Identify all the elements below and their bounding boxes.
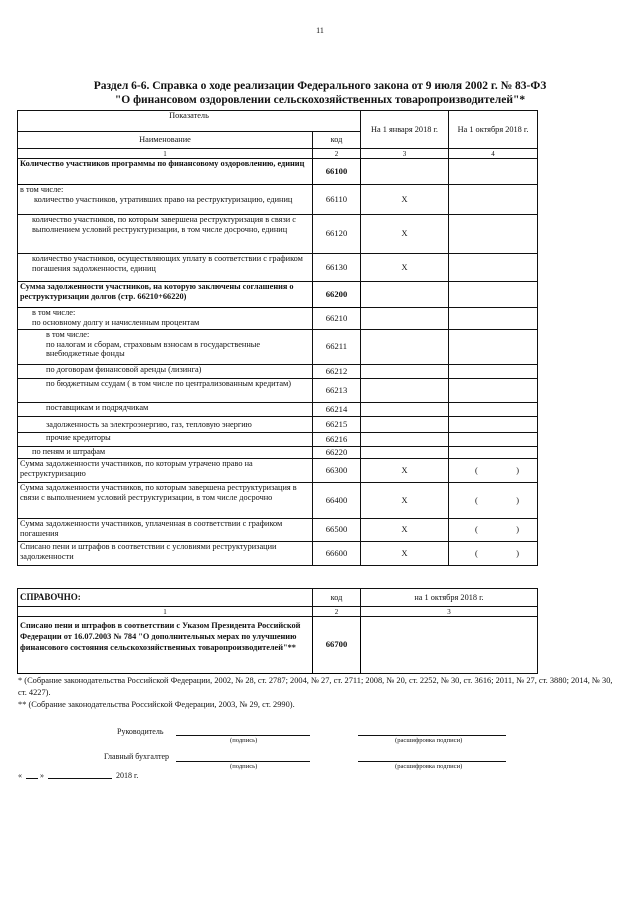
row-66200-code: 66200 bbox=[313, 282, 361, 308]
row-66100-jan[interactable] bbox=[361, 159, 449, 185]
row-66500-code: 66500 bbox=[313, 519, 361, 542]
row-66300-name: Сумма задолженности участников, по которым утрачено право на реструктуризацию bbox=[18, 459, 313, 483]
row-66600-jan: Х bbox=[361, 542, 449, 566]
row-66300-close: ) bbox=[516, 465, 519, 475]
row-66400-code: 66400 bbox=[313, 483, 361, 519]
row-66220-oct[interactable] bbox=[449, 447, 538, 459]
row-66500-name: Сумма задолженности участников, уплаченная в соответствии с графиком погашения bbox=[18, 519, 313, 542]
row-66110-label: количество участников, утративших право на реструктуризацию, единиц bbox=[34, 194, 293, 204]
row-66210-oct[interactable] bbox=[449, 308, 538, 330]
date-month-line[interactable] bbox=[48, 778, 112, 779]
row-66130-jan: Х bbox=[361, 254, 449, 282]
row-66211-label: по налогам и сборам, страховым взносам в государственные внебюджетные фонды bbox=[46, 339, 261, 359]
head-name-line[interactable] bbox=[358, 735, 506, 736]
row-66600-close: ) bbox=[516, 548, 519, 558]
row-66600-oct[interactable] bbox=[449, 542, 538, 566]
row-66400-open: ( bbox=[475, 495, 478, 505]
row-66210-jan[interactable] bbox=[361, 308, 449, 330]
reference-col: на 1 октября 2018 г. bbox=[361, 589, 538, 607]
row-66200-jan[interactable] bbox=[361, 282, 449, 308]
row-66500-jan: Х bbox=[361, 519, 449, 542]
row-66211-code: 66211 bbox=[313, 330, 361, 365]
page-number: 11 bbox=[316, 26, 324, 35]
reference-kod: код bbox=[313, 589, 361, 607]
row-66130-oct[interactable] bbox=[449, 254, 538, 282]
row-66211-name bbox=[18, 330, 313, 365]
row-66110-jan: Х bbox=[361, 185, 449, 215]
row-66500-oct[interactable] bbox=[449, 519, 538, 542]
header-col-jan: На 1 января 2018 г. bbox=[361, 111, 449, 149]
title-line-1: Раздел 6-6. Справка о ходе реализации Федерального закона от 9 июля 2002 г. № 83-ФЗ bbox=[93, 80, 547, 92]
head-signature-line[interactable] bbox=[176, 735, 310, 736]
header-naimenovanie: Наименование bbox=[18, 132, 313, 149]
row-66300-jan: Х bbox=[361, 459, 449, 483]
reference-colnum-2: 2 bbox=[313, 607, 361, 617]
row-66300-code: 66300 bbox=[313, 459, 361, 483]
row-66215-jan[interactable] bbox=[361, 417, 449, 433]
reference-colnum-1: 1 bbox=[18, 607, 313, 617]
head-name-caption: (расшифровка подписи) bbox=[395, 737, 463, 744]
row-66211-oct[interactable] bbox=[449, 330, 538, 365]
row-66212-code: 66212 bbox=[313, 365, 361, 379]
row-66210-prefix: в том числе: bbox=[32, 308, 76, 317]
row-66213-jan[interactable] bbox=[361, 379, 449, 403]
reference-row-value[interactable] bbox=[361, 617, 538, 674]
colnum-2: 2 bbox=[313, 149, 361, 159]
footnote-2: ** (Собрание законодательства Российской Федерации, 2003, № 29, ст. 2990). bbox=[18, 700, 295, 709]
row-66100-name: Количество участников программы по финансовому оздоровлению, единиц bbox=[18, 159, 313, 185]
row-66500-open: ( bbox=[475, 525, 478, 535]
row-66213-oct[interactable] bbox=[449, 379, 538, 403]
header-kod: код bbox=[313, 132, 361, 149]
row-66220-name: по пеням и штрафам bbox=[18, 447, 313, 459]
reference-colnum-3: 3 bbox=[361, 607, 538, 617]
row-66500-close: ) bbox=[516, 525, 519, 535]
date-day-line[interactable] bbox=[26, 778, 38, 779]
row-66210-label: по основному долгу и начисленным процентам bbox=[32, 317, 200, 327]
row-66120-name: количество участников, по которым завершена реструктуризация в связи с выполнением условий реструктуризации, в том числе досрочно, единиц bbox=[18, 215, 313, 254]
row-66100-code: 66100 bbox=[313, 159, 361, 185]
row-66100-oct[interactable] bbox=[449, 159, 538, 185]
row-66212-name: по договорам финансовой аренды (лизинга) bbox=[18, 365, 313, 379]
row-66214-code: 66214 bbox=[313, 403, 361, 417]
row-66215-code: 66215 bbox=[313, 417, 361, 433]
row-66215-name: задолженность за электроэнергию, газ, тепловую энергию bbox=[18, 417, 313, 433]
reference-title: СПРАВОЧНО: bbox=[18, 589, 313, 607]
row-66110-name bbox=[18, 185, 313, 215]
row-66130-code: 66130 bbox=[313, 254, 361, 282]
row-66110-code: 66110 bbox=[313, 185, 361, 215]
row-66216-jan[interactable] bbox=[361, 433, 449, 447]
accountant-name-caption: (расшифровка подписи) bbox=[395, 763, 463, 770]
main-table bbox=[17, 110, 538, 566]
row-66600-name: Списано пени и штрафов в соответствии с условиями реструктуризации задолженности bbox=[18, 542, 313, 566]
reference-row-name: Списано пени и штрафов в соответствии с Указом Президента Российской Федерации от 16.07.2003 № 784 "О дополнительных мерах по улучшению финансового состояния сельскохозяйственных товаропроизводителей"** bbox=[18, 617, 313, 674]
row-66110-oct[interactable] bbox=[449, 185, 538, 215]
colnum-4: 4 bbox=[449, 149, 538, 159]
row-66300-oct[interactable] bbox=[449, 459, 538, 483]
row-66211-prefix: в том числе: bbox=[46, 330, 90, 339]
row-66120-jan: Х bbox=[361, 215, 449, 254]
row-66300-open: ( bbox=[475, 465, 478, 475]
date-year: 2018 г. bbox=[116, 771, 139, 780]
row-66215-oct[interactable] bbox=[449, 417, 538, 433]
row-66400-oct[interactable] bbox=[449, 483, 538, 519]
row-66214-oct[interactable] bbox=[449, 403, 538, 417]
colnum-1: 1 bbox=[18, 149, 313, 159]
date-open-quote: « bbox=[18, 771, 22, 780]
accountant-name-line[interactable] bbox=[358, 761, 506, 762]
row-66214-jan[interactable] bbox=[361, 403, 449, 417]
row-66220-jan[interactable] bbox=[361, 447, 449, 459]
row-66210-name bbox=[18, 308, 313, 330]
row-66130-name: количество участников, осуществляющих уплату в соответствии с графиком погашения задолженности, единиц bbox=[18, 254, 313, 282]
row-66213-name: по бюджетным ссудам ( в том числе по централизованным кредитам) bbox=[18, 379, 313, 403]
row-66120-oct[interactable] bbox=[449, 215, 538, 254]
section-title bbox=[0, 79, 640, 107]
colnum-3: 3 bbox=[361, 149, 449, 159]
accountant-signature-caption: (подпись) bbox=[230, 763, 258, 770]
row-66216-code: 66216 bbox=[313, 433, 361, 447]
row-66216-name: прочие кредиторы bbox=[18, 433, 313, 447]
row-66214-name: поставщикам и подрядчикам bbox=[18, 403, 313, 417]
footnote-1: * (Собрание законодательства Российской Федерации, 2002, № 28, ст. 2787; 2004, № 27, ст. 2711; 2008, № 20, ст. 2252, № 30, ст. 3616; 2011, № 27, ст. 3880; 2014, № 30, ст. 4227). bbox=[18, 676, 613, 697]
row-66400-close: ) bbox=[516, 495, 519, 505]
row-66200-oct[interactable] bbox=[449, 282, 538, 308]
row-66212-jan[interactable] bbox=[361, 365, 449, 379]
row-66220-code: 66220 bbox=[313, 447, 361, 459]
row-66110-prefix: в том числе: bbox=[20, 185, 64, 194]
row-66211-jan[interactable] bbox=[361, 330, 449, 365]
header-pokazatel: Показатель bbox=[18, 111, 361, 132]
reference-row-code: 66700 bbox=[313, 617, 361, 674]
row-66400-jan: Х bbox=[361, 483, 449, 519]
row-66120-code: 66120 bbox=[313, 215, 361, 254]
row-66600-code: 66600 bbox=[313, 542, 361, 566]
row-66210-code: 66210 bbox=[313, 308, 361, 330]
row-66600-open: ( bbox=[475, 548, 478, 558]
accountant-label: Главный бухгалтер bbox=[104, 752, 169, 761]
date-close-quote: » bbox=[40, 771, 44, 780]
row-66200-name: Сумма задолженности участников, на которую заключены соглашения о реструктуризации долгов (стр. 66210+66220) bbox=[18, 282, 313, 308]
header-col-oct: На 1 октября 2018 г. bbox=[449, 111, 538, 149]
row-66400-name: Сумма задолженности участников, по которым завершена реструктуризация в связи с выполнением условий реструктуризации, в том числе досрочно bbox=[18, 483, 313, 519]
reference-table bbox=[17, 588, 538, 674]
head-label: Руководитель bbox=[117, 727, 164, 736]
row-66216-oct[interactable] bbox=[449, 433, 538, 447]
row-66213-code: 66213 bbox=[313, 379, 361, 403]
head-signature-caption: (подпись) bbox=[230, 737, 258, 744]
title-line-2: "О финансовом оздоровлении сельскохозяйственных товаропроизводителей"* bbox=[114, 94, 526, 106]
accountant-signature-line[interactable] bbox=[176, 761, 310, 762]
row-66212-oct[interactable] bbox=[449, 365, 538, 379]
